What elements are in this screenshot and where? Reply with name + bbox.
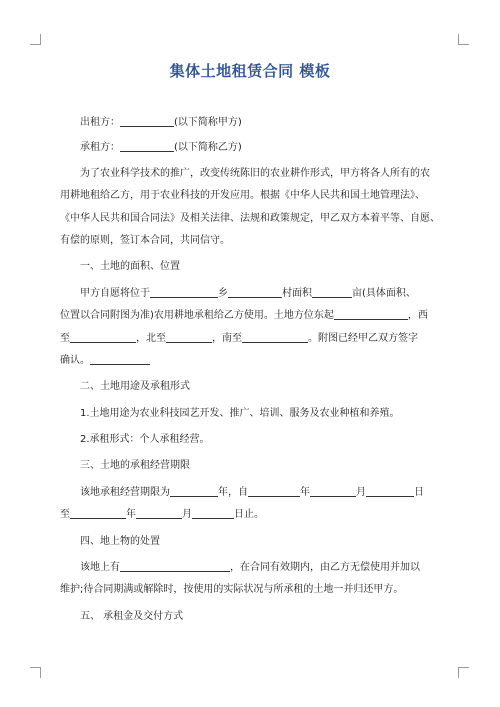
s3-d: 月 <box>356 486 366 498</box>
s3-e: 日 <box>414 486 424 498</box>
lessor-blank[interactable] <box>120 114 174 127</box>
section-5-heading: 五、 承租金及交付方式 <box>80 610 184 622</box>
s1-2-west: ，西 <box>407 310 428 322</box>
south-blank[interactable] <box>242 330 308 343</box>
lessor-line <box>60 112 440 134</box>
s1-2-text: 位置以合同附图为准)农用耕地承租给乙方使用。土地方位东起 <box>60 310 334 322</box>
s1-3-a: 至 <box>60 332 70 344</box>
start-day-blank[interactable] <box>366 484 414 497</box>
intro-line-2: 用耕地租给乙方，用于农业科技的开发应用。根据《中华人民共和国土地管理法》、 <box>60 190 425 202</box>
section-4-line-2: 维护;待合同期满或解除时，按使用的实际状况与所承租的土地一并归还甲方。 <box>60 584 404 596</box>
s1-3-d: 。附图已经甲乙双方签字 <box>308 332 418 344</box>
confirm-blank[interactable] <box>90 352 150 365</box>
township-blank[interactable] <box>150 285 218 298</box>
s3-2-c: 月 <box>182 509 192 521</box>
lessor-label: 出租方： <box>80 117 120 128</box>
s1-3-c: ，南至 <box>212 332 242 344</box>
end-day-blank[interactable] <box>192 506 234 519</box>
s1-text-b: 乡 <box>218 287 228 299</box>
s1-text-c: 村面积 <box>282 287 312 299</box>
lessee-line <box>60 137 440 159</box>
section-1-line-2 <box>60 305 440 327</box>
crop-mark-bottom-right <box>458 667 469 678</box>
intro-line-3: 《中华人民共和国合同法》及相关法律、法规和政策规定，甲乙双方本着平等、自愿、 <box>60 212 440 224</box>
section-4-line-1 <box>60 557 440 579</box>
crop-mark-top-right <box>458 34 469 45</box>
s1-3-b: ，北至 <box>136 332 166 344</box>
section-2-item-2: 2.承租形式：个人承租经营。 <box>80 434 210 446</box>
section-4-heading: 四、地上物的处置 <box>80 535 160 547</box>
end-month-blank[interactable] <box>136 506 182 519</box>
end-year-blank[interactable] <box>70 506 126 519</box>
ground-items-blank[interactable] <box>120 559 230 572</box>
area-blank[interactable] <box>312 285 352 298</box>
section-2-heading: 二、土地用途及承租形式 <box>80 381 190 393</box>
lessee-suffix: (以下简称乙方) <box>174 142 242 154</box>
s3-2-a: 至 <box>60 509 70 521</box>
s1-text-a: 甲方自愿将位于 <box>80 287 150 299</box>
west-blank[interactable] <box>70 330 136 343</box>
section-3-line-2 <box>60 504 440 526</box>
lessee-blank[interactable] <box>120 139 174 152</box>
s3-c: 年 <box>300 486 310 498</box>
lessee-label: 承租方： <box>80 142 120 154</box>
s4-a: 该地上有 <box>80 562 120 574</box>
section-1-line-1 <box>60 283 440 305</box>
s3-a: 该地承租经营期限为 <box>80 486 170 498</box>
start-year-blank[interactable] <box>248 484 300 497</box>
intro-line-1: 为了农业科学技术的推广，改变传统陈旧的农业耕作形式，甲方将各人所有的农 <box>80 167 430 179</box>
s4-b: ，在合同有效期内，由乙方无偿使用并加以 <box>230 562 420 574</box>
section-1-line-3 <box>60 328 440 350</box>
east-blank[interactable] <box>334 307 408 320</box>
section-1-line-4 <box>60 350 440 372</box>
s3-b: 年，自 <box>218 486 248 498</box>
document-title: 集体土地租赁合同 模板 <box>169 62 331 80</box>
village-blank[interactable] <box>228 285 282 298</box>
document-body <box>60 112 440 628</box>
north-blank[interactable] <box>166 330 212 343</box>
lessor-suffix: (以下简称甲方) <box>174 117 242 128</box>
start-month-blank[interactable] <box>310 484 356 497</box>
term-years-blank[interactable] <box>170 484 218 497</box>
s3-2-d: 日止。 <box>234 509 264 521</box>
crop-mark-bottom-left <box>30 667 41 678</box>
section-3-heading: 三、土地的承租经营期限 <box>80 460 190 472</box>
section-1-heading: 一、土地的面积、位置 <box>80 261 180 273</box>
s1-text-d: 亩(具体面积、 <box>352 287 416 299</box>
s3-2-b: 年 <box>126 509 136 521</box>
section-3-line-1 <box>60 482 440 504</box>
crop-mark-top-left <box>30 34 41 45</box>
section-2-item-1: 1.土地用途为农业科技园艺开发、推广、培训、服务及农业种植和养殖。 <box>80 407 400 419</box>
s1-4-text: 确认。 <box>60 354 90 366</box>
intro-line-4: 有偿的原则，签订本合同，共同信守。 <box>60 234 230 246</box>
